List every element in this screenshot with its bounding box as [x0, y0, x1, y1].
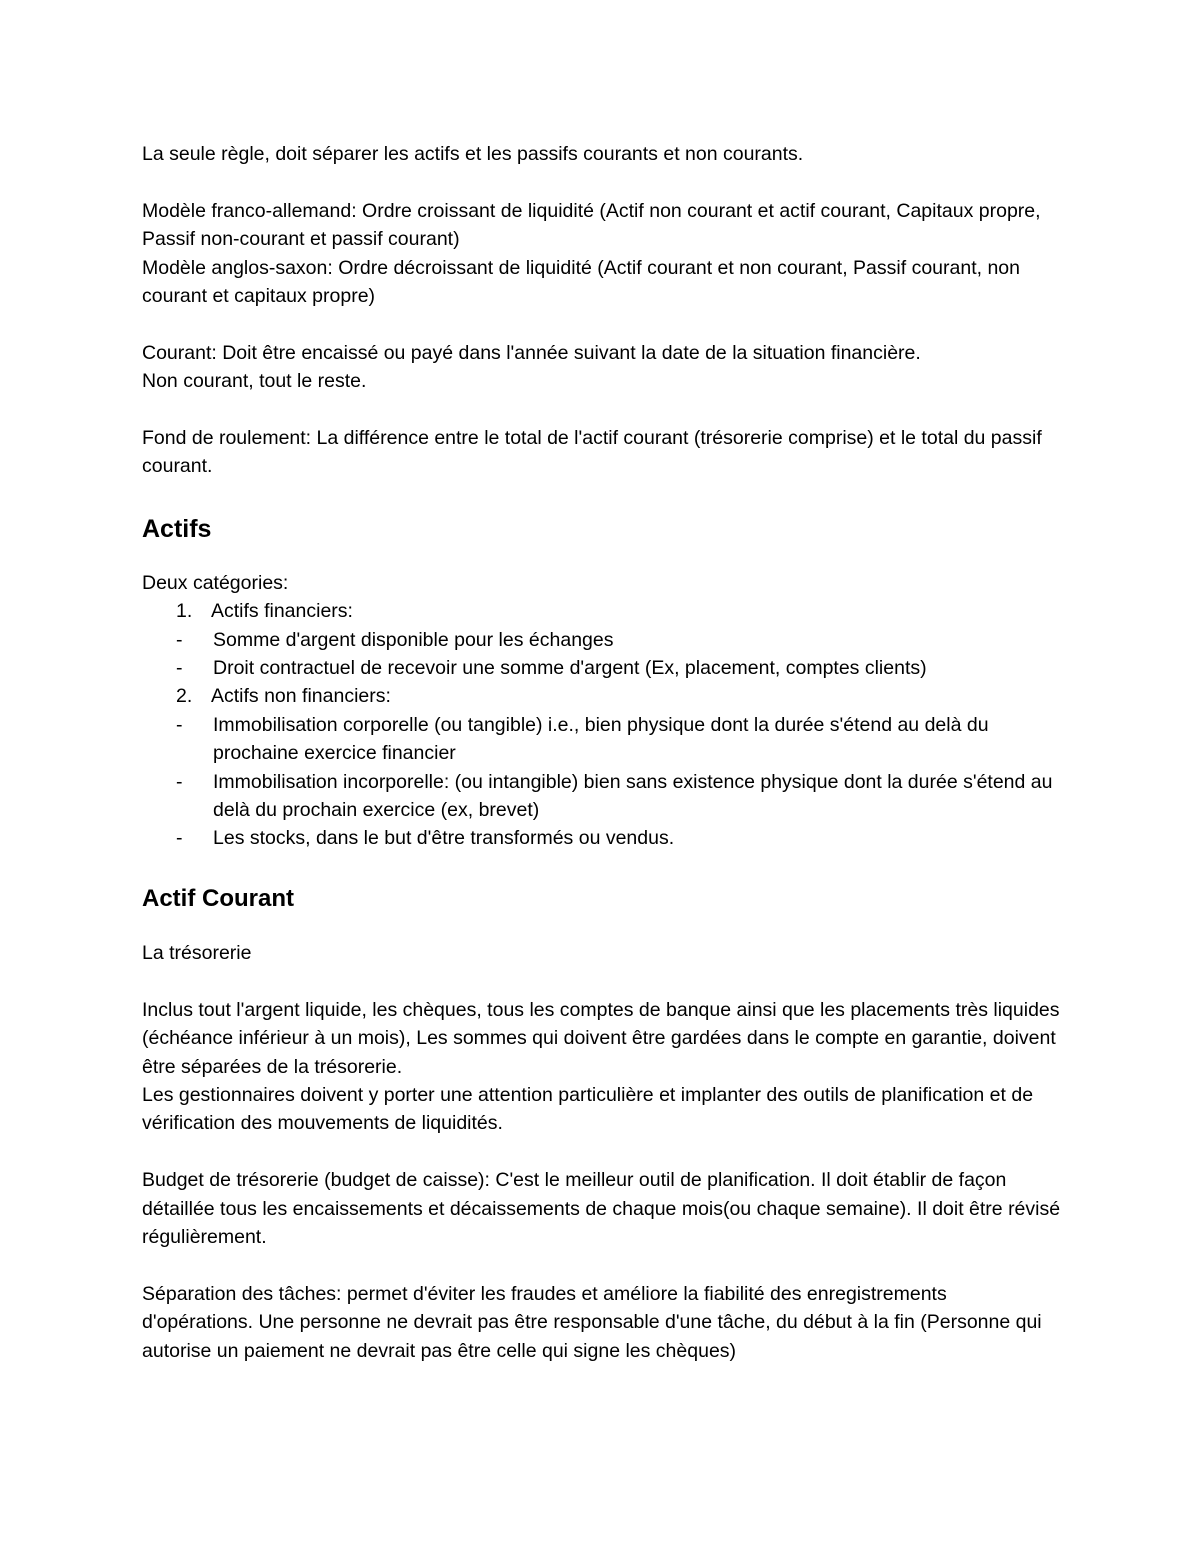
category-label: Actifs non financiers:	[211, 685, 391, 708]
categories-list	[142, 597, 1062, 625]
dash-bullet: -	[176, 657, 183, 680]
rule-paragraph: La seule règle, doit séparer les actifs et les passifs courants et non courants.	[142, 143, 804, 165]
spacer	[142, 967, 1062, 995]
dash-bullet: -	[176, 770, 183, 793]
non-financiers-sublist	[142, 711, 1062, 853]
financiers-sublist	[142, 626, 1062, 683]
list-number: 2.	[176, 685, 193, 708]
list-item-text: Les stocks, dans le but d'être transformés ou vendus.	[213, 827, 675, 850]
inclus-paragraph: Inclus tout l'argent liquide, les chèques, tous les comptes de banque ainsi que les placements très liquides (échéance inférieur à un mois), Les sommes qui doivent être gardées dans le compte en garantie, doivent être séparées de la trésorerie.	[142, 998, 1060, 1078]
categories-list	[142, 682, 1062, 710]
list-item-text: Immobilisation corporelle (ou tangible) i.e., bien physique dont la durée s'étend au delà du prochaine exercice financier	[213, 713, 989, 765]
category-label: Actifs financiers:	[211, 600, 353, 623]
document-page	[142, 140, 1062, 1365]
list-item-text: Immobilisation incorporelle: (ou intangible) bien sans existence physique dont la durée s'étend au delà du prochain exercice (ex, brevet)	[213, 770, 1053, 822]
list-item	[142, 626, 1062, 654]
spacer	[142, 310, 1062, 338]
anglo-saxon-paragraph: Modèle anglos-saxon: Ordre décroissant de liquidité (Actif courant et non courant, Passif courant, non courant et capitaux propre)	[142, 256, 1020, 308]
spacer	[142, 1138, 1062, 1166]
spacer	[142, 168, 1062, 196]
list-item	[142, 768, 1062, 825]
actif-courant-heading: Actif Courant	[142, 884, 294, 912]
list-item-text: Somme d'argent disponible pour les échanges	[213, 628, 614, 651]
spacer	[142, 1251, 1062, 1279]
franco-allemand-paragraph: Modèle franco-allemand: Ordre croissant de liquidité (Actif non courant et actif courant, Capitaux propre, Passif non-courant et passif courant)	[142, 199, 1041, 251]
gestionnaires-paragraph: Les gestionnaires doivent y porter une attention particulière et implanter des outils de planification et de vérification des mouvements de liquidités.	[142, 1083, 1034, 1135]
list-number: 1.	[176, 600, 193, 623]
list-item	[142, 711, 1062, 768]
courant-definition: Courant: Doit être encaissé ou payé dans l'année suivant la date de la situation financière.	[142, 341, 921, 364]
tresorerie-subtitle: La trésorerie	[142, 941, 252, 964]
dash-bullet: -	[176, 628, 183, 651]
list-item-text: Droit contractuel de recevoir une somme d'argent (Ex, placement, comptes clients)	[213, 657, 927, 680]
list-item	[142, 824, 1062, 852]
category-item-financiers	[142, 597, 1062, 625]
categories-lead: Deux catégories:	[142, 571, 289, 594]
non-courant-definition: Non courant, tout le reste.	[142, 370, 367, 393]
fond-de-roulement-paragraph: Fond de roulement: La différence entre le total de l'actif courant (trésorerie comprise) et le total du passif courant.	[142, 427, 1042, 478]
separation-paragraph: Séparation des tâches: permet d'éviter les fraudes et améliore la fiabilité des enregistrements d'opérations. Une personne ne devrait pas être responsable d'une tâche, du début à la fin (Personne qui autorise un paiement ne devrait pas être celle qui signe les chèques)	[142, 1282, 1042, 1362]
category-item-non-financiers	[142, 682, 1062, 710]
spacer	[142, 396, 1062, 424]
dash-bullet: -	[176, 827, 183, 850]
actifs-heading: Actifs	[142, 514, 212, 543]
budget-paragraph: Budget de trésorerie (budget de caisse): C'est le meilleur outil de planification. Il doit établir de façon détaillée tous les encaissements et décaissements de chaque mois(ou chaque semaine). Il doit être révisé régulièrement.	[142, 1169, 1061, 1248]
list-item	[142, 654, 1062, 682]
dash-bullet: -	[176, 713, 183, 736]
